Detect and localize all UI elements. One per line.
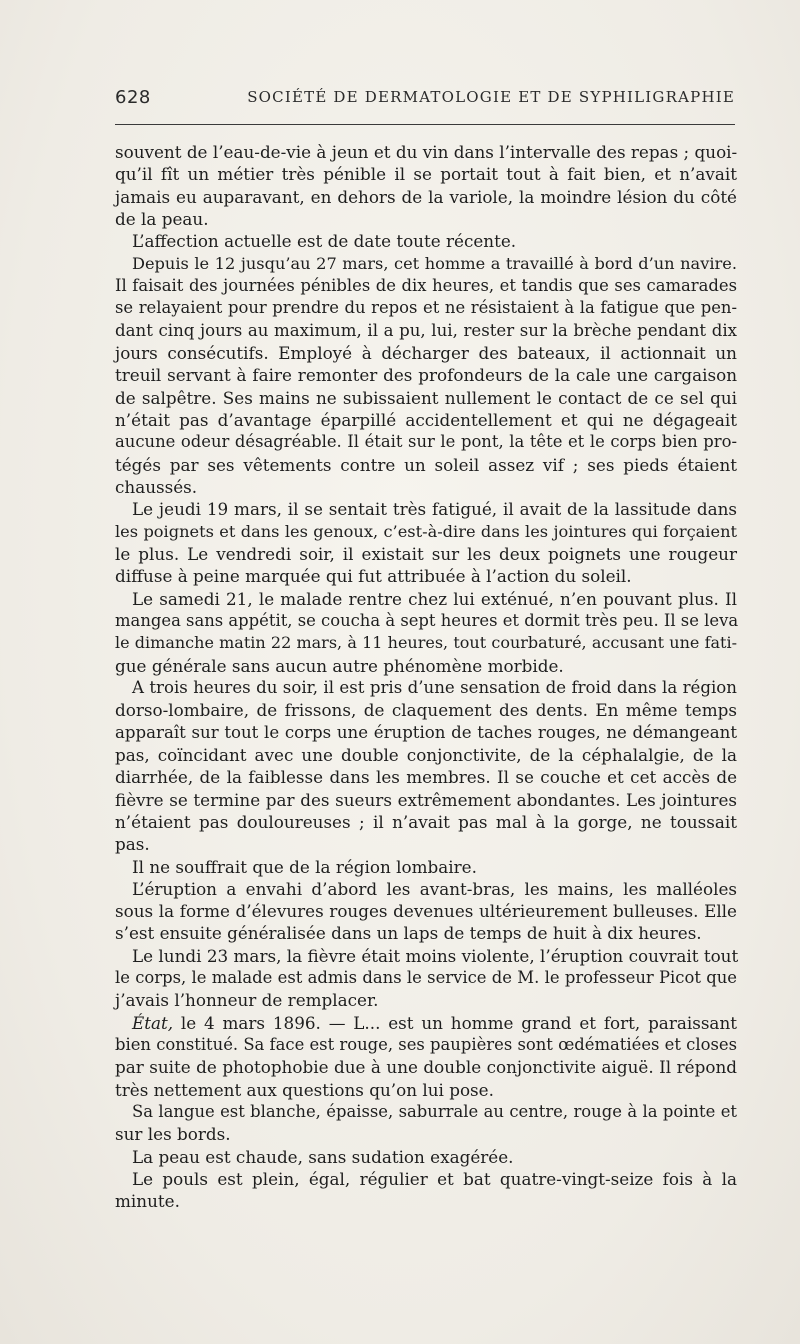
text-line	[115, 1012, 737, 1034]
text-line: j’avais l’honneur de remplacer.	[115, 990, 379, 1011]
text-line: dorso-lombaire, de frissons, de claquement des dents. En même temps	[115, 700, 737, 721]
text-line: Le pouls est plein, égal, régulier et bat quatre-vingt-seize fois à la	[132, 1169, 737, 1190]
text-line: dant cinq jours au maximum, il a pu, lui, rester sur la brèche pendant dix	[115, 320, 737, 340]
text-line: mangea sans appétit, se coucha à sept heures et dormit très peu. Il se leva	[115, 610, 739, 630]
italic-lead: État,	[132, 1012, 174, 1033]
page-number: 628	[115, 87, 151, 108]
text-line: jours consécutifs. Employé à décharger des bateaux, il actionnait un	[115, 342, 737, 363]
text-line: par suite de photophobie due à une double conjonctivite aiguë. Il répond	[115, 1057, 737, 1078]
text-line: minute.	[115, 1191, 180, 1212]
text-line: qu’il fît un métier très pénible il se portait tout à fait bien, et n’avait	[115, 164, 737, 185]
text-line: les poignets et dans les genoux, c’est-à-dire dans les jointures qui forçaient	[115, 521, 737, 541]
text-line: A trois heures du soir, il est pris d’une sensation de froid dans la région	[132, 677, 737, 697]
running-title: SOCIÉTÉ DE DERMATOLOGIE ET DE SYPHILIGRAPHIE	[247, 88, 735, 106]
text-line: diffuse à peine marquée qui fut attribuée à l’action du soleil.	[115, 566, 632, 587]
text-line: apparaît sur tout le corps une éruption de taches rouges, ne démangeant	[115, 722, 737, 742]
text-line: L’affection actuelle est de date toute récente.	[132, 231, 517, 252]
text-line: le corps, le malade est admis dans le service de M. le professeur Picot que	[115, 968, 737, 988]
text-line: Il faisait des journées pénibles de dix heures, et tandis que ses camarades	[115, 275, 737, 295]
text-line: n’était pas d’avantage éparpillé accidentellement et qui ne dégageait	[115, 409, 737, 430]
text-line: L’éruption a envahi d’abord les avant-bras, les mains, les malléoles	[132, 878, 737, 899]
text-line: jamais eu auparavant, en dehors de la variole, la moindre lésion du côté	[115, 186, 737, 207]
text-line: pas.	[115, 834, 150, 855]
text-line: le plus. Le vendredi soir, il existait sur les deux poignets une rougeur	[115, 543, 737, 564]
text-line: pas, coïncidant avec une double conjonctivite, de la céphalalgie, de la	[115, 744, 737, 765]
text-line: treuil servant à faire remonter des profondeurs de la cale une cargaison	[115, 365, 737, 386]
text-line: tégés par ses vêtements contre un soleil assez vif ; ses pieds étaient	[115, 454, 737, 475]
text-line: Il ne souffrait que de la région lombaire.	[132, 856, 477, 877]
text-line: gue générale sans aucun autre phénomène morbide.	[115, 655, 564, 676]
text-line: s’est ensuite généralisée dans un laps de temps de huit à dix heures.	[115, 923, 702, 944]
text-line: le dimanche matin 22 mars, à 11 heures, tout courbaturé, accusant une fati-	[115, 633, 737, 653]
line-text: le 4 mars 1896. — L... est un homme grand et fort, paraissant	[173, 1012, 737, 1033]
text-line: se relayaient pour prendre du repos et ne résistaient à la fatigue que pen-	[115, 298, 737, 318]
text-line: Depuis le 12 jusqu’au 27 mars, cet homme a travaillé à bord d’un navire.	[132, 253, 737, 273]
text-line: de la peau.	[115, 208, 209, 229]
text-line: n’étaient pas douloureuses ; il n’avait pas mal à la gorge, ne toussait	[115, 811, 737, 832]
text-line: chaussés.	[115, 476, 198, 497]
text-line: Le lundi 23 mars, la fièvre était moins violente, l’éruption couvrait tout	[132, 945, 739, 966]
body-text	[115, 141, 737, 1213]
text-line: Le samedi 21, le malade rentre chez lui exténué, n’en pouvant plus. Il	[132, 588, 737, 609]
text-line: Sa langue est blanche, épaisse, saburrale au centre, rouge à la pointe et	[132, 1102, 737, 1122]
text-line: diarrhée, de la faiblesse dans les membres. Il se couche et cet accès de	[115, 767, 737, 788]
page-header	[115, 82, 735, 110]
text-line: très nettement aux questions qu’on lui pose.	[115, 1079, 494, 1100]
text-line: aucune odeur désagréable. Il était sur le pont, la tête et le corps bien pro-	[115, 432, 737, 452]
header-rule	[115, 124, 735, 125]
text-line: Le jeudi 19 mars, il se sentait très fatigué, il avait de la lassitude dans	[132, 499, 737, 520]
text-line: bien constitué. Sa face est rouge, ses paupières sont œdématiées et closes	[115, 1035, 737, 1055]
text-line: La peau est chaude, sans sudation exagérée.	[132, 1146, 514, 1167]
text-line: sur les bords.	[115, 1124, 231, 1145]
text-line: souvent de l’eau-de-vie à jeun et du vin dans l’intervalle des repas ; quoi-	[115, 142, 738, 162]
text-line: sous la forme d’élevures rouges devenues ultérieurement bulleuses. Elle	[115, 901, 737, 922]
text-line: fièvre se termine par des sueurs extrêmement abondantes. Les jointures	[115, 789, 737, 810]
text-line: de salpêtre. Ses mains ne subissaient nullement le contact de ce sel qui	[115, 387, 737, 408]
